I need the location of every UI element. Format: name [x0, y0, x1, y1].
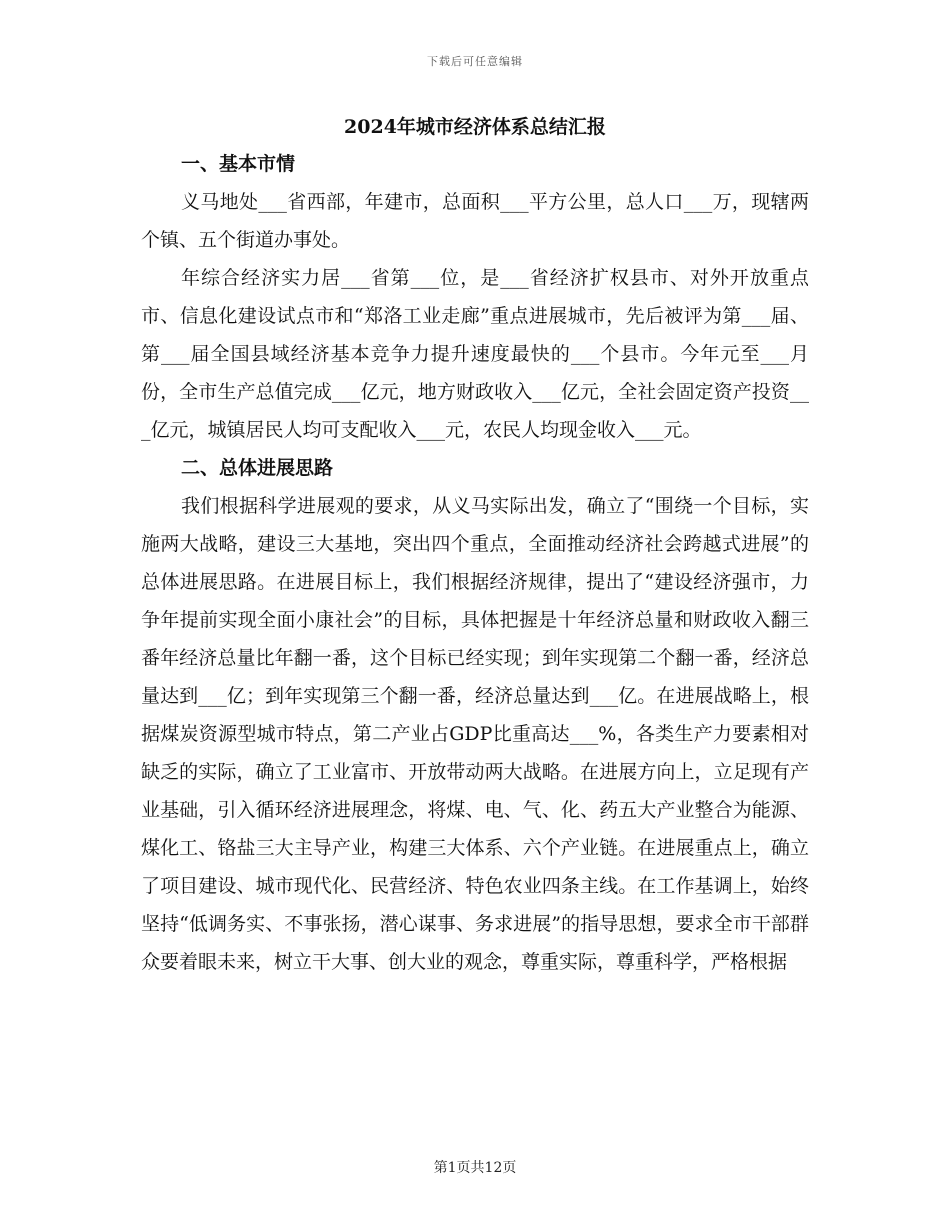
paragraph: 年综合经济实力居___省第___位，是___省经济扩权县市、对外开放重点市、信息化建设试点市和“郑洛工业走廊”重点进展城市，先后被评为第___届、第___届全国县域经济基本竞争力提升速度最快的___个县市。今年元至___月份，全市生产总值完成___亿元，地方财政收入___亿元，全社会固定资产投资___亿元，城镇居民人均可支配收入___元，农民人均现金收入___元。 [141, 267, 809, 441]
document-body [141, 145, 809, 981]
page-footer: 第1页共12页 [433, 1160, 517, 1176]
header-note: 下载后可任意编辑 [427, 55, 523, 68]
section-heading: 一、基本市情 [181, 153, 296, 175]
section-development-strategy [141, 449, 809, 981]
section-basic-info [141, 145, 809, 449]
section-heading: 二、总体进展思路 [181, 457, 334, 479]
document-title: 2024年城市经济体系总结汇报 [344, 116, 606, 138]
paragraph: 义马地处___省西部，年建市，总面积___平方公里，总人口___万，现辖两个镇、五个街道办事处。 [141, 191, 809, 251]
paragraph: 我们根据科学进展观的要求，从义马实际出发，确立了“围绕一个目标，实施两大战略，建设三大基地，突出四个重点，全面推动经济社会跨越式进展”的总体进展思路。在进展目标上，我们根据经济规律，提出了“建设经济强市，力争年提前实现全面小康社会”的目标，具体把握是十年经济总量和财政收入翻三番年经济总量比年翻一番，这个目标已经实现；到年实现第二个翻一番，经济总量达到___亿；到年实现第三个翻一番，经济总量达到___亿。在进展战略上，根据煤炭资源型城市特点，第二产业占GDP比重高达___%，各类生产力要素相对缺乏的实际，确立了工业富市、开放带动两大战略。在进展方向上，立足现有产业基础，引入循环经济进展理念，将煤、电、气、化、药五大产业整合为能源、煤化工、铬盐三大主导产业，构建三大体系、六个产业链。在进展重点上，确立了项目建设、城市现代化、民营经济、特色农业四条主线。在工作基调上，始终坚持“低调务实、不事张扬，潜心谋事、务求进展”的指导思想，要求全市干部群众要着眼未来，树立干大事、创大业的观念，尊重实际，尊重科学，严格根据 [141, 495, 809, 973]
